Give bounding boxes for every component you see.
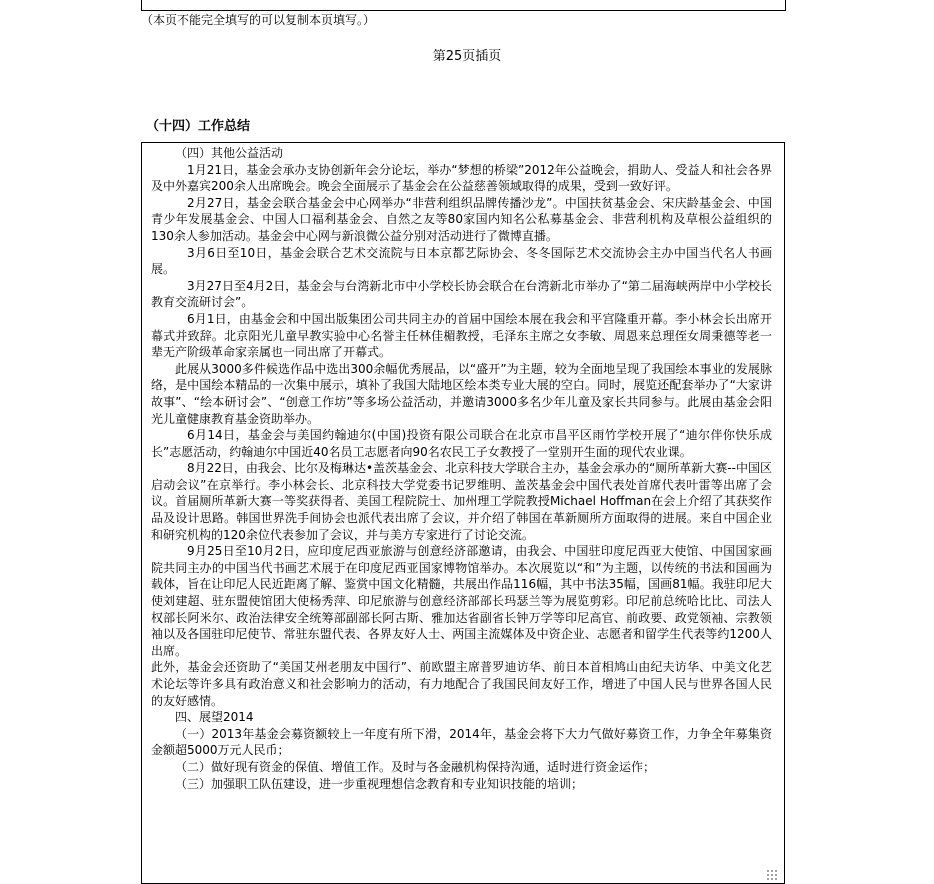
- paragraph: （二）做好现有资金的保值、增值工作。及时与各金融机构保持沟通，适时进行资金运作；: [175, 759, 656, 774]
- paragraph: 3月6日至10日，基金会联合艺术交流院与日本京都艺际协会、冬冬国际艺术交流协会主办中国当代名人书画展。: [151, 245, 772, 277]
- paragraph: 1月21日，基金会承办支协创新年会分论坛，举办“梦想的桥梁”2012年公益晚会，捐助人、受益人和社会各界及中外嘉宾200余人出席晚会。晚会全面展示了基金会在公益慈善领域取得的成果，受到一致好评。: [151, 162, 772, 194]
- paragraph: （三）加强职工队伍建设，进一步重视理想信念教育和专业知识技能的培训；: [175, 776, 584, 791]
- paragraph: 9月25日至10月2日，应印度尼西亚旅游与创意经济部邀请，由我会、中国驻印度尼西亚大使馆、中国国家画院共同主办的中国当代书画艺术展于在印度尼西亚国家博物馆举办。本次展览以“和”为主题，以传统的书法和国画为载体，旨在让印尼人民近距离了解、鉴赏中国文化精髓，共展出作品116幅，其中书法35幅，国画81幅。我驻印尼大使刘建超、驻东盟使馆团大使杨秀萍、印尼旅游与创意经济部部长玛瑟兰等为展览剪彩。印尼前总统哈比比、司法人权部长阿米尔、政治法律安全统筹部副部长阿古斯、雅加达省副省长钟万学等印尼高官、前政要、政党领袖、宗教领袖以及各国驻印尼使节、常驻东盟代表、各界友好人士、两国主流媒体及中资企业、志愿者和留学生代表等约1200人出席。: [151, 544, 772, 658]
- paragraph: 2月27日，基金会联合基金会中心网举办“非营利组织品牌传播沙龙”。中国扶贫基金会、宋庆龄基金会、中国青少年发展基金会、中国人口福利基金会、自然之友等80家国内知名公私募基金会、非营利机构及草根公益组织的130余人参加活动。基金会中心网与新浪微公益分别对活动进行了微博直播。: [151, 195, 772, 243]
- paragraph: 此展从3000多件候选作品中选出300余幅优秀展品，以“盛开”为主题，较为全面地呈现了我国绘本事业的发展脉络，是中国绘本精品的一次集中展示，填补了我国大陆地区绘本类专业大展的空白。同时，展览还配套举办了“大家讲故事”、“绘本研讨会”、“创意工作坊”等多场公益活动，并邀请3000多名少年儿童及家长共同参与。此展由基金会阳光儿童健康教育基金资助举办。: [151, 361, 772, 426]
- page-label: 第25页插页: [432, 49, 502, 64]
- work-summary-content: [142, 143, 784, 792]
- paragraph-heading-other-activities: （四）其他公益活动: [175, 146, 284, 160]
- resize-grip-icon[interactable]: [766, 869, 778, 881]
- section-title: （十四）工作总结: [146, 119, 251, 134]
- paragraph-heading-outlook: 四、展望2014: [175, 710, 254, 725]
- copy-page-note: （本页不能完全填写的可以复制本页填写。）: [141, 13, 376, 27]
- paragraph: 6月1日，由基金会和中国出版集团公司共同主办的首届中国绘本展在我会和平宫隆重开幕。李小林会长出席开幕式并致辞。北京阳光儿童早教实验中心名誉主任林佳楣教授，毛泽东主席之女李敏、周恩来总理侄女周秉德等老一辈无产阶级革命家亲属也一同出席了开幕式。: [151, 311, 772, 360]
- paragraph: 8月22日，由我会、比尔及梅琳达•盖茨基金会、北京科技大学联合主办，基金会承办的“厕所革新大赛--中国区启动会议”在京举行。李小林会长、北京科技大学党委书记罗维明、盖茨基金会中国代表处首席代表叶雷等出席了会议。首届厕所革新大赛一等奖获得者、美国工程院院士、加州理工学院教授Michael Hoffman在会上介绍了其获奖作品及设计思路。韩国世界洗手间协会也派代表出席了会议，并介绍了韩国在革新厕所方面取得的进展。来自中国企业和研究机构的120余位代表参加了会议，并与美方专家进行了讨论交流。: [151, 461, 772, 542]
- paragraph: 3月27日至4月2日，基金会与台湾新北市中小学校长协会联合在台湾新北市举办了“第二届海峡两岸中小学校长教育交流研讨会”。: [151, 278, 772, 310]
- paragraph: （一）2013年基金会募资额较上一年度有所下滑，2014年，基金会将下大力气做好募资工作，力争全年募集资金额超5000万元人民币；: [151, 726, 772, 758]
- paragraph: 此外，基金会还资助了“美国艾州老朋友中国行”、前欧盟主席普罗迪访华、前日本首相鸠山由纪夫访华、中美文化艺术论坛等许多具有政治意义和社会影响力的活动，有力地配合了我国民间友好工作，增进了中国人民与世界各国人民的友好感情。: [151, 660, 772, 708]
- work-summary-text-area[interactable]: [141, 142, 785, 884]
- previous-form-box-edge: [141, 0, 786, 11]
- paragraph: 6月14日，基金会与美国约翰迪尔(中国)投资有限公司联合在北京市昌平区雨竹学校开展了“迪尔伴你快乐成长”志愿活动，约翰迪尔中国近40名员工志愿者向90名农民工子女教授了一堂别开生面的现代农业课。: [151, 428, 772, 459]
